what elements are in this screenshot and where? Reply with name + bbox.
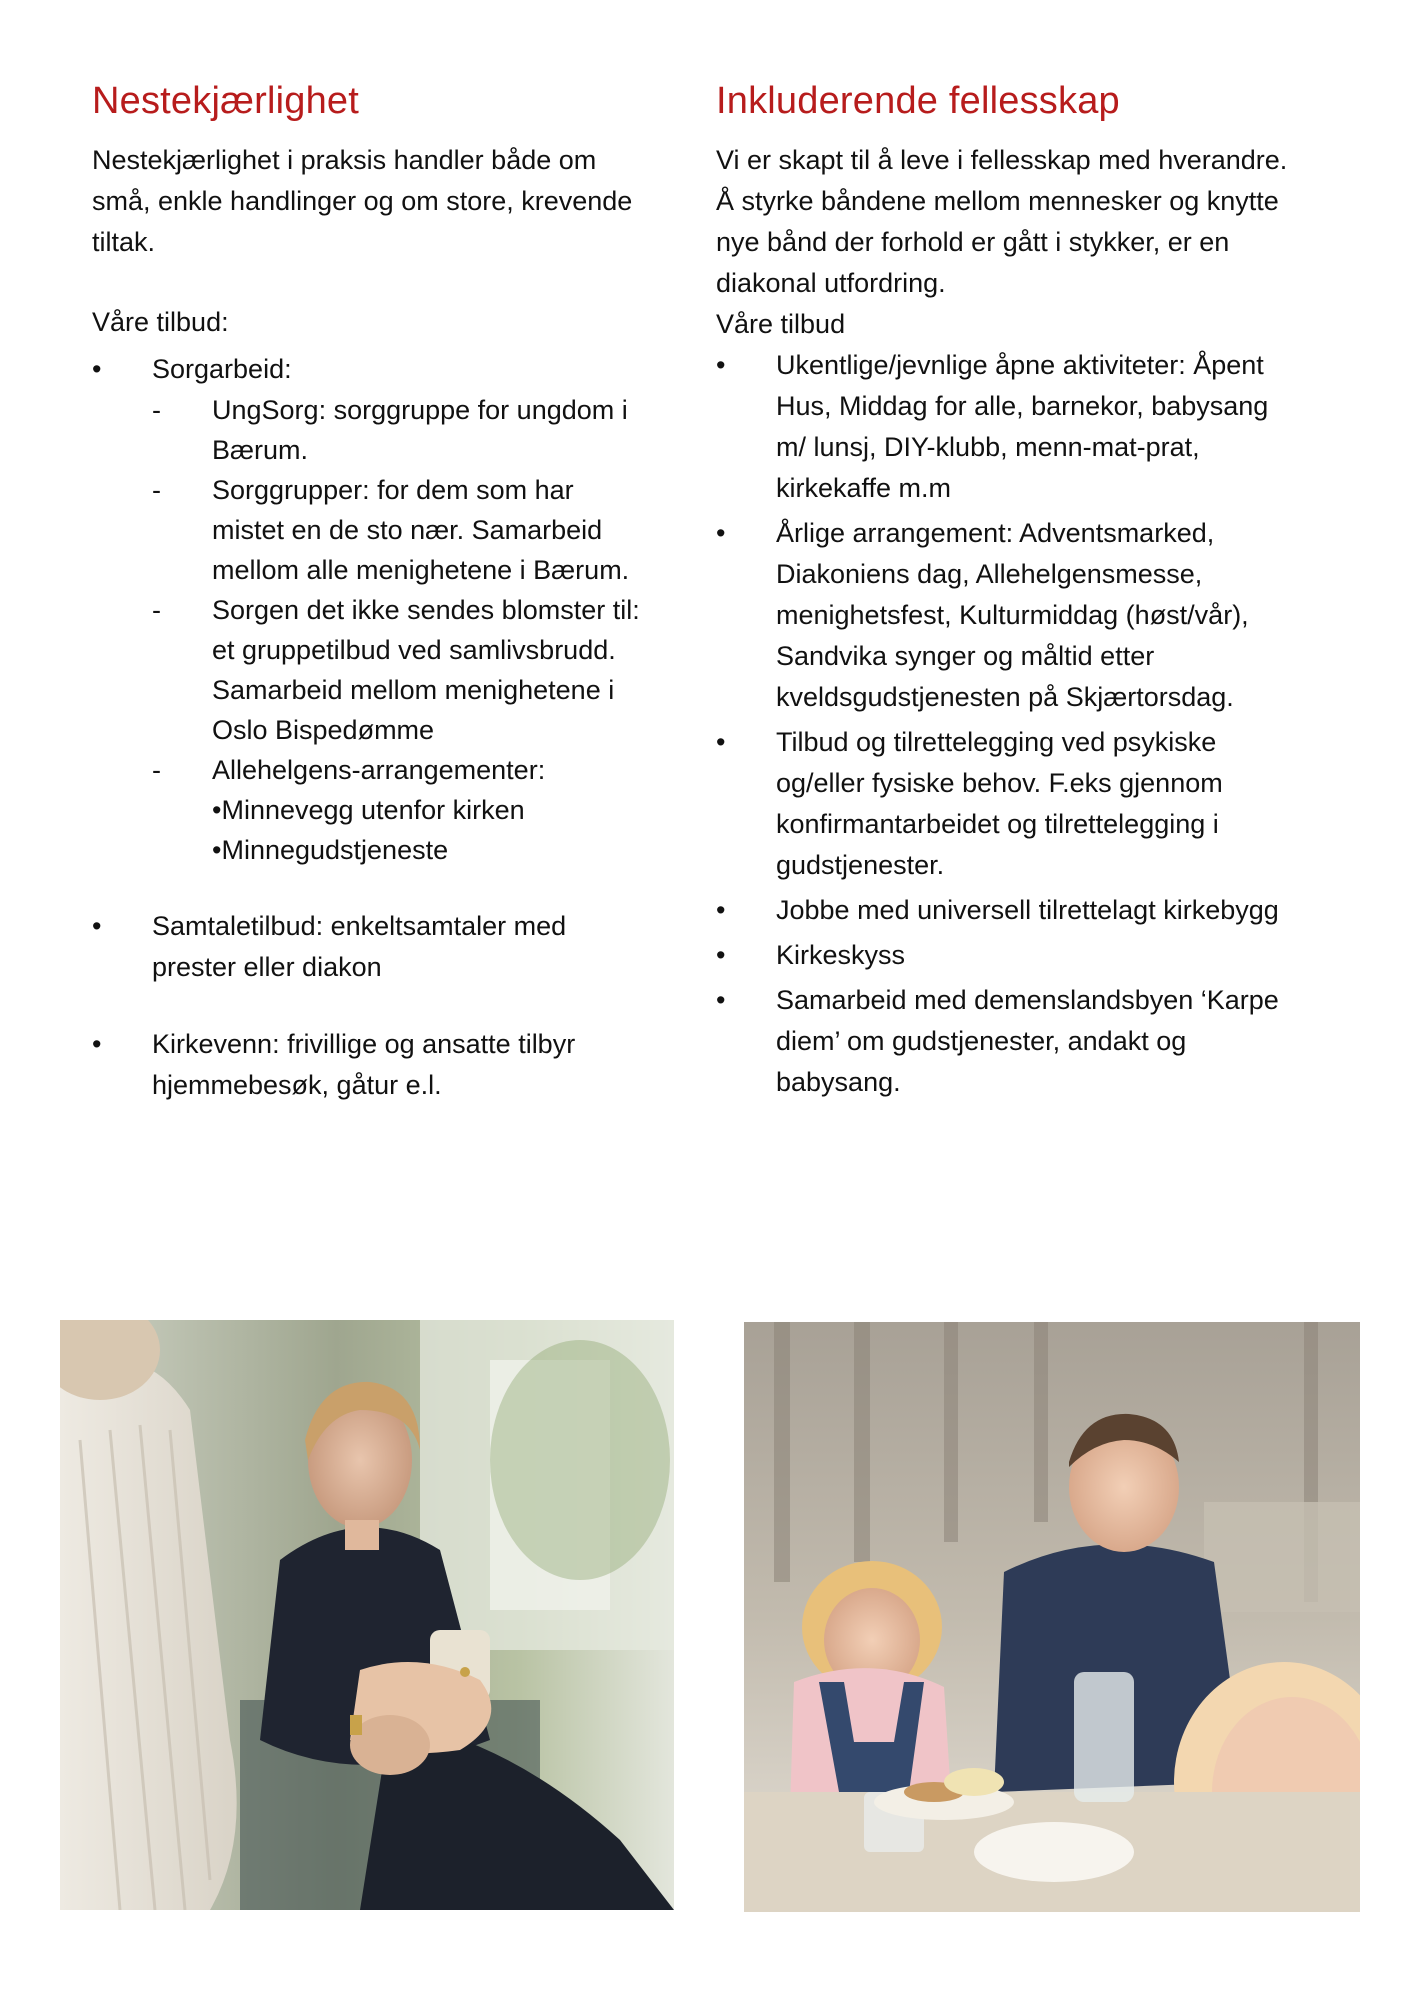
list-item-kirkeskyss: • Kirkeskyss <box>716 935 1296 976</box>
left-offers-label: Våre tilbud: <box>92 307 229 337</box>
list-item-samtaletilbud: • Samtaletilbud: enkeltsamtaler med prester eller diakon <box>92 906 652 988</box>
minnegudstjeneste-line: •Minnegudstjeneste <box>212 835 449 865</box>
right-offers-list <box>716 345 1296 1103</box>
minnevegg-line: •Minnevegg utenfor kirken <box>212 795 525 825</box>
left-column <box>92 76 652 1110</box>
nestekjaerlighet-heading: Nestekjærlighet <box>92 80 359 122</box>
list-item-ukentlige: • Ukentlige/jevnlige åpne aktiviteter: Åpent Hus, Middag for alle, barnekor, babysang m/ lunsj, DIY-klubb, menn-mat-prat, kirkekaffe m.m <box>716 345 1296 509</box>
sub-item-sorggrupper: - Sorggrupper: for dem som har mistet en de sto nær. Samarbeid mellom alle menighetene i Bærum. <box>152 470 652 590</box>
list-item-sorgarbeid <box>92 349 652 870</box>
sub-item-ungsorg: - UngSorg: sorggruppe for ungdom i Bærum. <box>152 390 652 470</box>
list-item-karpe-diem: • Samarbeid med demenslandsbyen ‘Karpe diem’ om gudstjenester, andakt og babysang. <box>716 980 1296 1103</box>
list-item-kirkevenn: • Kirkevenn: frivillige og ansatte tilbyr hjemmebesøk, gåtur e.l. <box>92 1024 652 1106</box>
photo-family-meal <box>744 1322 1360 1912</box>
list-item-arlige: • Årlige arrangement: Adventsmarked, Diakoniens dag, Allehelgensmesse, menighetsfest, Kulturmiddag (høst/vår), Sandvika synger og måltid etter kveldsgudstjenesten på Skjærtorsdag. <box>716 513 1296 718</box>
left-intro: Nestekjærlighet i praksis handler både om små, enkle handlinger og om store, krevende tiltak. <box>92 145 633 257</box>
allehelgens-label: - Allehelgens-arrangementer: <box>212 755 546 785</box>
inkluderende-fellesskap-heading: Inkluderende fellesskap <box>716 80 1120 122</box>
right-offers-label: Våre tilbud <box>716 309 846 339</box>
sorgarbeid-label: Sorgarbeid: <box>152 354 292 384</box>
sorgarbeid-sublist <box>152 390 652 870</box>
left-offers-list <box>92 349 652 1106</box>
right-column <box>716 76 1296 1107</box>
sub-item-allehelgens <box>152 750 652 870</box>
list-item-universell: • Jobbe med universell tilrettelagt kirkebygg <box>716 890 1296 931</box>
right-intro: Vi er skapt til å leve i fellesskap med hverandre. Å styrke båndene mellom mennesker og knytte nye bånd der forhold er gått i stykker, er en diakonal utfordring. <box>716 145 1288 298</box>
sub-item-samlivsbrudd: - Sorgen det ikke sendes blomster til: et gruppetilbud ved samlivsbrudd. Samarbeid mellom menighetene i Oslo Bispedømme <box>152 590 652 750</box>
photo-conversation <box>60 1320 674 1910</box>
list-item-tilrettelegging: • Tilbud og tilrettelegging ved psykiske og/eller fysiske behov. F.eks gjennom konfirmantarbeidet og tilrettelegging i gudstjenester. <box>716 722 1296 886</box>
